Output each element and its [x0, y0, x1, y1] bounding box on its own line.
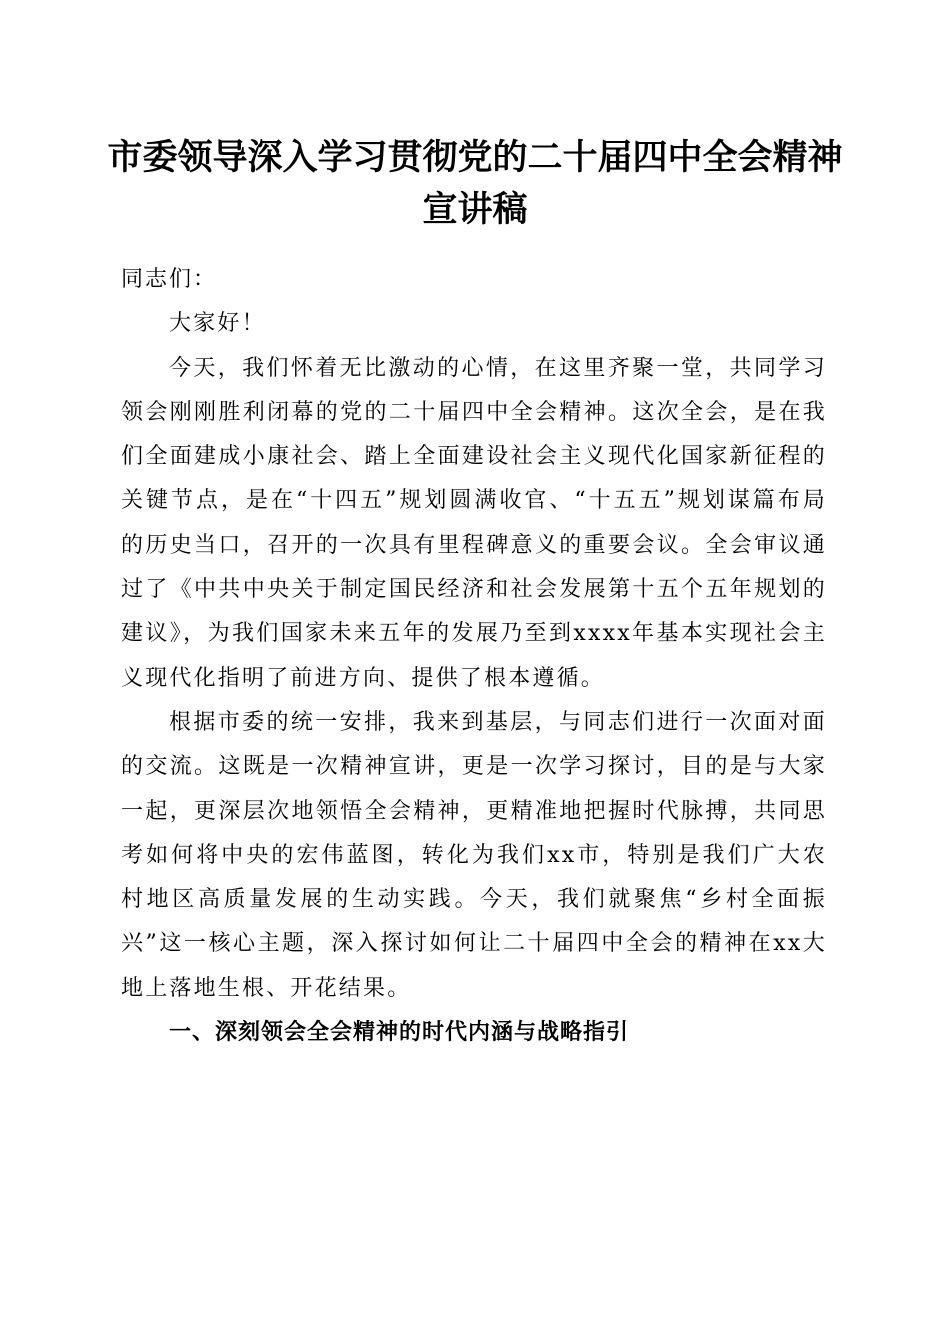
body-paragraph: 根据市委的统一安排，我来到基层，与同志们进行一次面对面的交流。这既是一次精神宣讲，更是一次学习探讨，目的是与大家一起，更深层次地领悟全会精神，更精准地把握时代脉搏，共同思考如何将中央的宏伟蓝图，转化为我们xx市，特别是我们广大农村地区高质量发展的生动实践。今天，我们就聚焦“乡村全面振兴”这一核心主题，深入探讨如何让二十届四中全会的精神在xx大地上落地生根、开花结果。	[121, 709, 827, 1001]
body-paragraph: 今天，我们怀着无比激动的心情，在这里齐聚一堂，共同学习领会刚刚胜利闭幕的党的二十届四中全会精神。这次全会，是在我们全面建成小康社会、踏上全面建设社会主义现代化国家新征程的关键节点，是在“十四五”规划圆满收官、“十五五”规划谋篇布局的历史当口，召开的一次具有里程碑意义的重要会议。全会审议通过了《中共中央关于制定国民经济和社会发展第十五个五年规划的建议》，为我们国家未来五年的发展乃至到xxxx年基本实现社会主义现代化指明了前进方向、提供了根本遵循。	[121, 355, 827, 691]
greeting: 大家好！	[169, 311, 266, 337]
salutation: 同志们：	[121, 267, 218, 292]
section-heading: 一、深刻领会全会精神的时代内涵与战略指引	[169, 1020, 630, 1046]
document-title: 市委领导深入学习贯彻党的二十届四中全会精神宣讲稿	[107, 137, 843, 230]
document-body	[121, 258, 827, 1055]
